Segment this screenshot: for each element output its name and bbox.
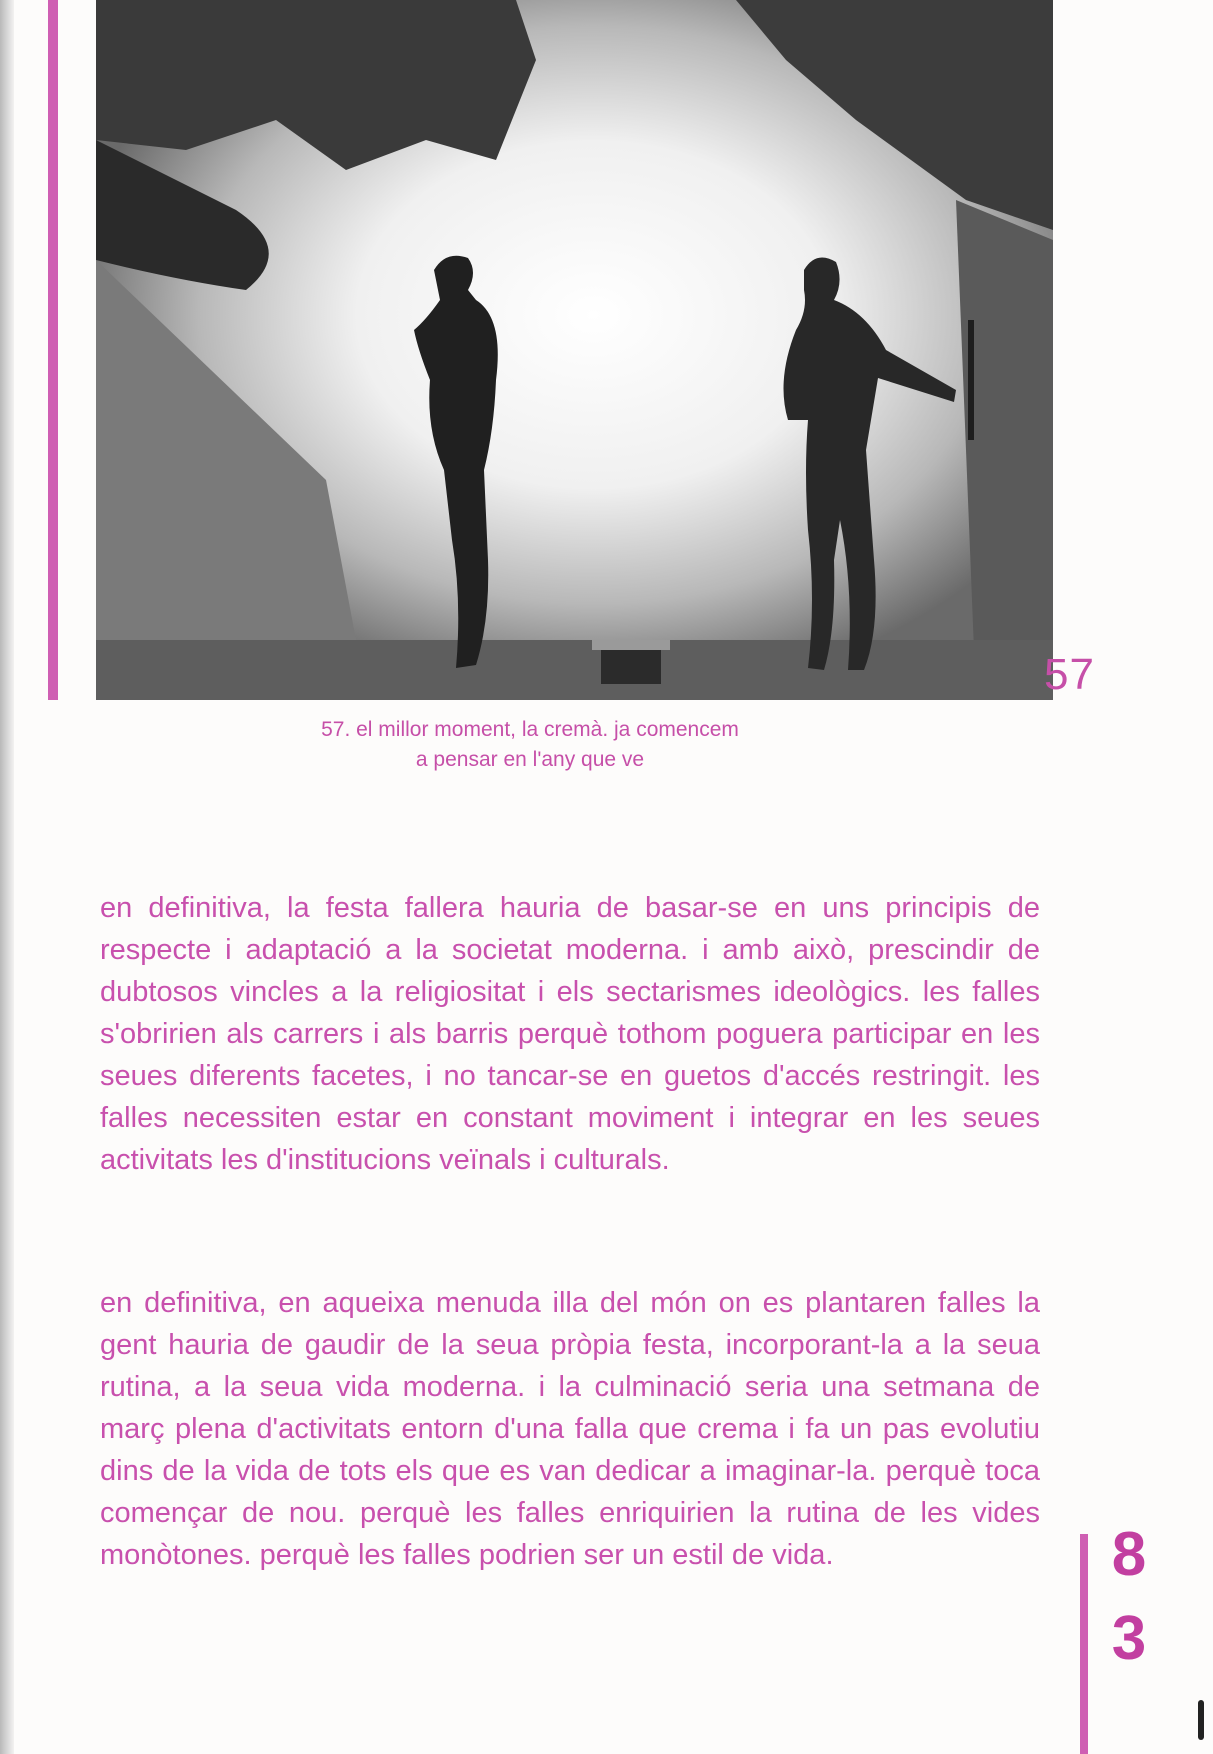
bonfire-photo-icon [96,0,1053,700]
body-paragraph-1: en definitiva, la festa fallera hauria de basar-se en uns principis de respecte i adaptació a la societat moderna. i amb això, prescindir de dubtosos vincles a la religiositat i els sectarismes ideològics. les falles s'obririen als carrers i als barris perquè tothom poguera participar en les seues diferents facetes, i no tancar-se en guetos d'accés restringit. les falles necessiten estar en constant moviment i integrar en les seues activitats les d'institucions veïnals i culturals. [100,892,1040,1176]
caption-line-1: 57. el millor moment, la cremà. ja comencem [321,718,739,741]
page-number-digit-1: 8 [1111,1520,1147,1589]
photo-caption [250,715,810,775]
left-accent-bar [48,0,58,700]
page-number-digit-2: 3 [1111,1604,1147,1673]
caption-line-2: a pensar en l'any que ve [415,748,645,771]
page-number [1080,1520,1150,1754]
page-number-bar [1080,1534,1088,1754]
page-edge-mark [1198,1700,1204,1740]
bonfire-photo [96,0,1053,700]
body-paragraph-2: en definitiva, en aqueixa menuda illa del món on es plantaren falles la gent hauria de gaudir de la seua pròpia festa, incorporant-la a la seua rutina, a la seua vida moderna. i la culminació seria una setmana de març plena d'activitats entorn d'una falla que crema i fa un pas evolutiu dins de la vida de tots els que es van dedicar a imaginar-la. perquè toca començar de nou. perquè les falles enriquirien la rutina de les vides monòtones. perquè les falles podrien ser un estil de vida. [100,1287,1040,1571]
photo-number: 57 [1044,650,1095,699]
book-spine-shadow [0,0,14,1754]
